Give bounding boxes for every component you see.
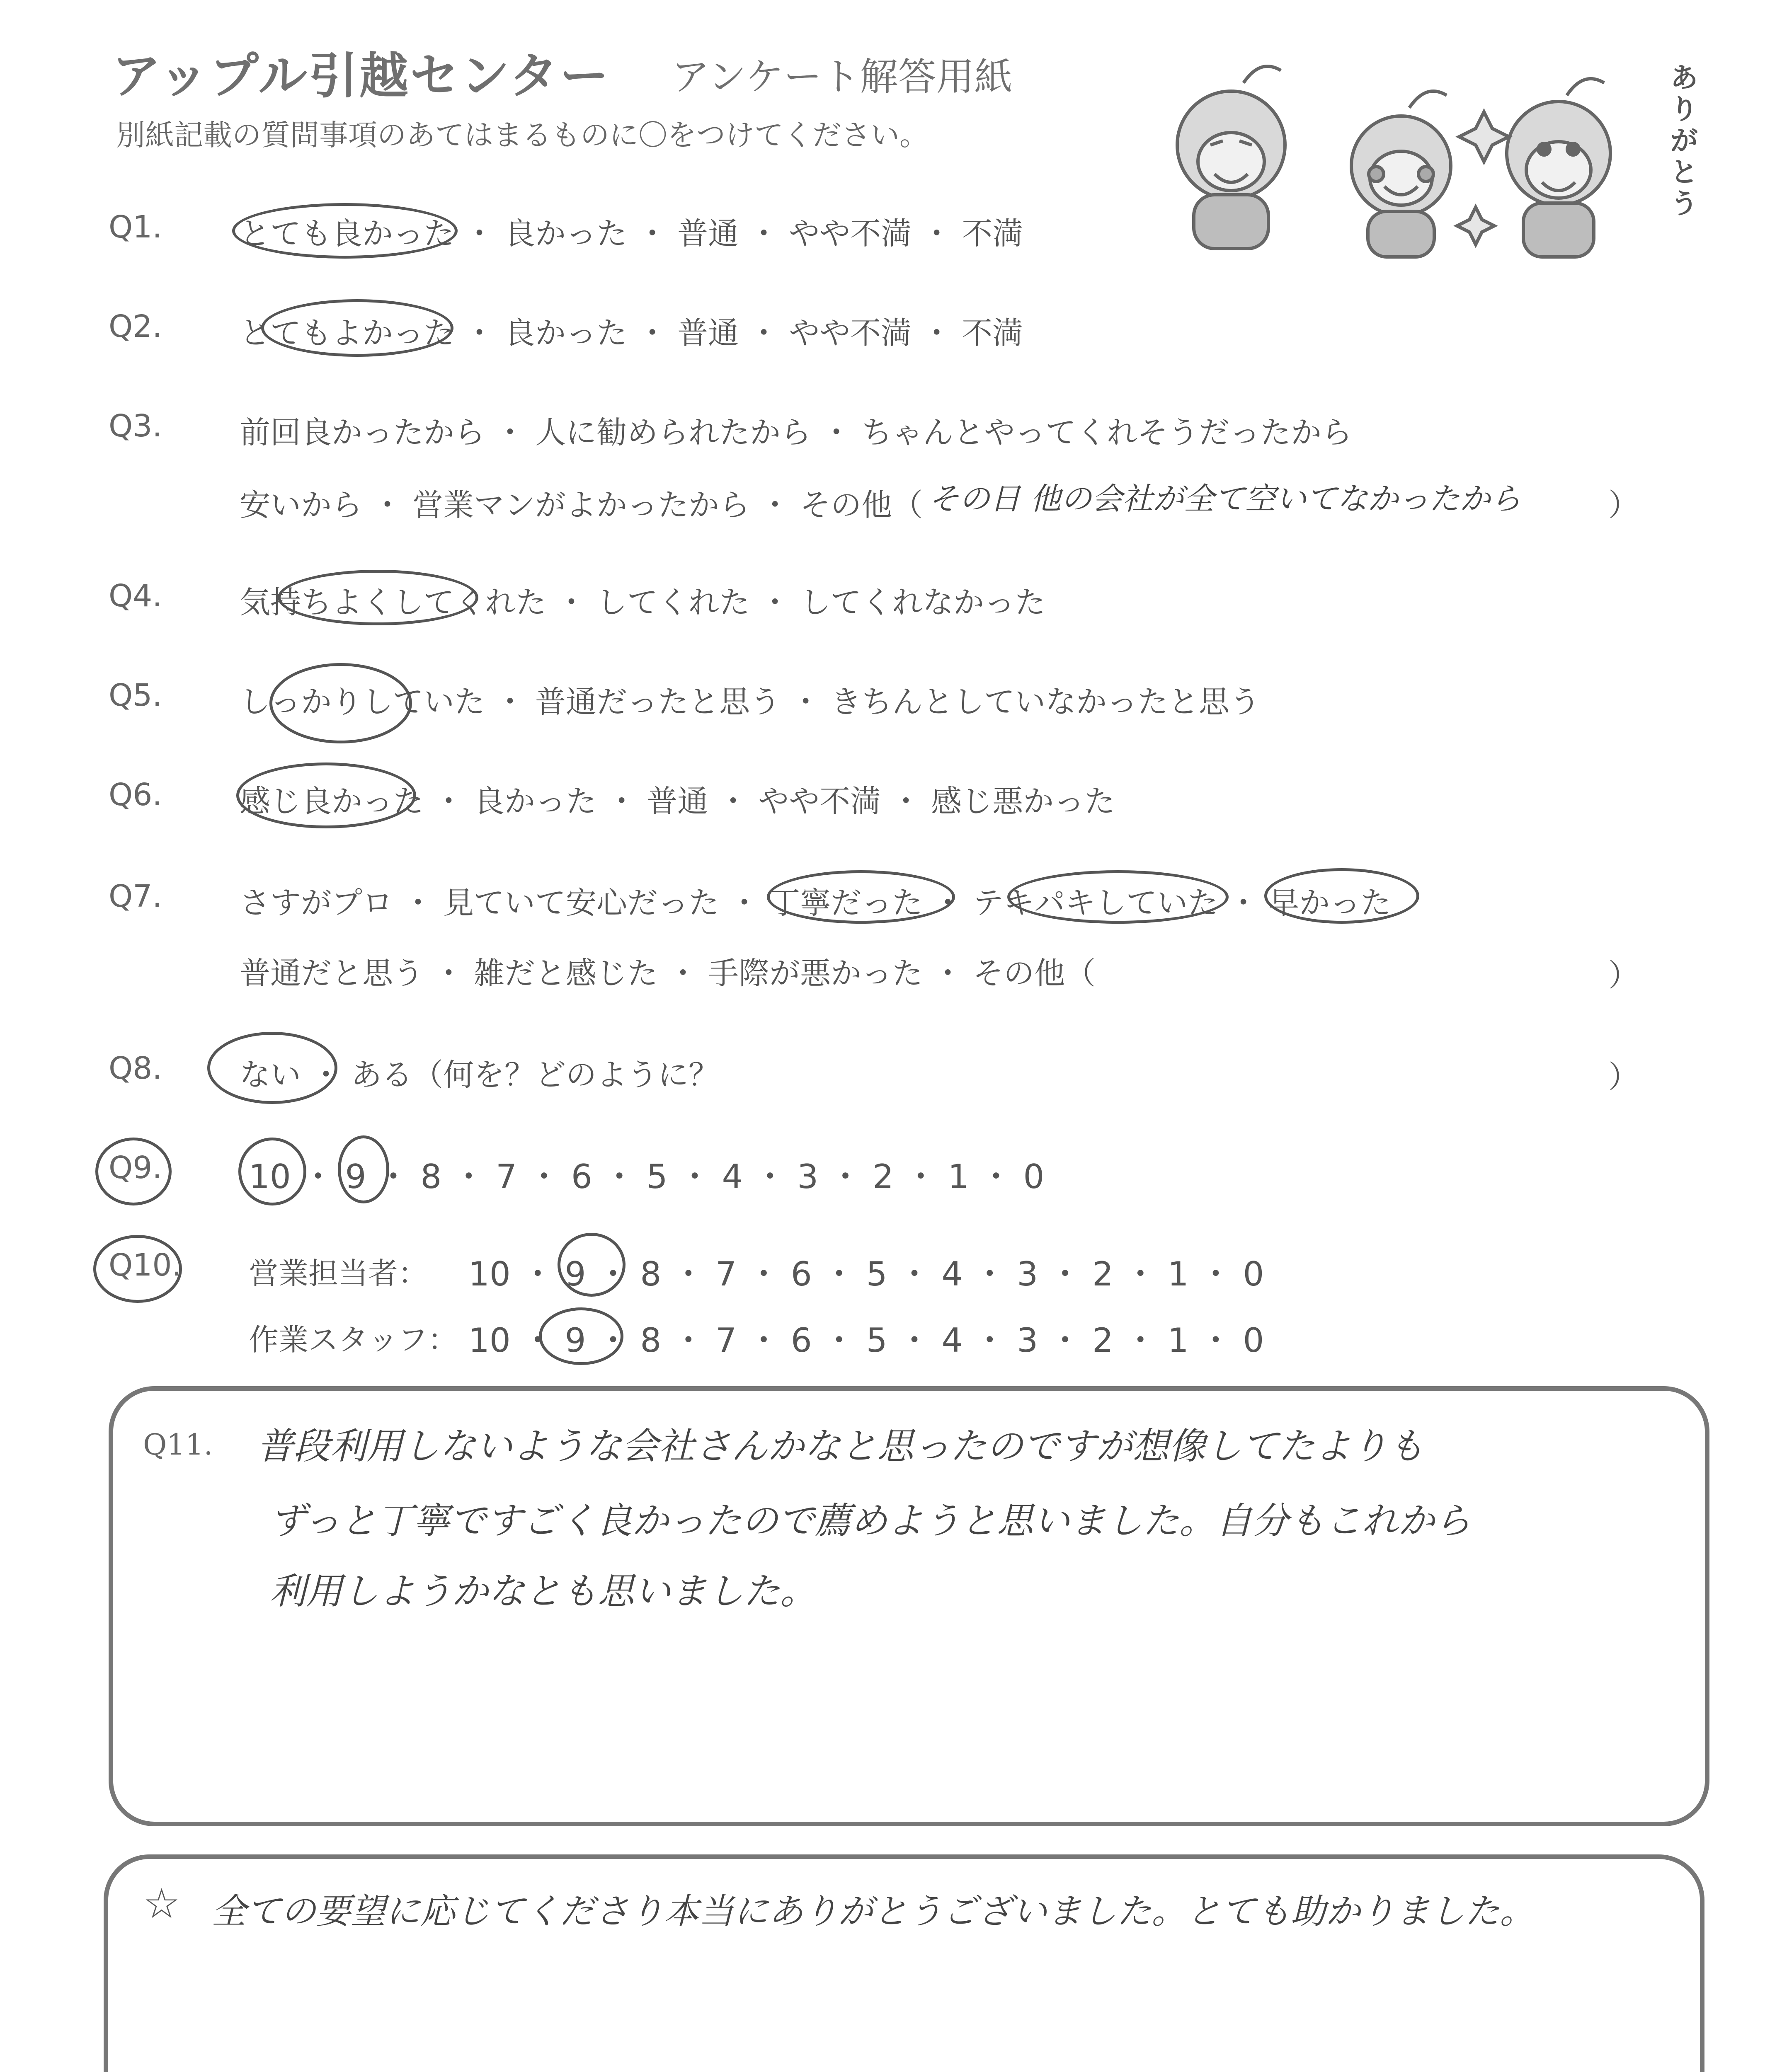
q4-label: Q4. [109,578,162,614]
q5-answer-circle [269,663,412,743]
q6-label: Q6. [109,777,162,813]
q11-line-2: ずっと丁寧ですごく良かったので薦めようと思いました。自分もこれから [269,1499,1471,1542]
q10-staff-circle [539,1307,623,1365]
q1-label: Q1. [109,209,162,245]
q9-label-circle [95,1138,172,1205]
q5-label: Q5. [109,678,162,713]
q7-label: Q7. [109,879,162,914]
q3-options-line2: 安いから ・ 営業マンがよかったから ・ その他（ [240,487,923,523]
q6-answer-circle [236,762,416,828]
q8-options: ない ・ ある（何を？どのように？ [240,1057,720,1093]
q8-answer-circle [207,1032,337,1104]
q7-circle-brisk [1007,870,1229,924]
q7-circle-polite [767,870,955,924]
q8-label: Q8. [109,1051,162,1086]
q10-label-circle [93,1235,182,1303]
q10-sales-scale: 10 ・ 9 ・ 8 ・ 7 ・ 6 ・ 5 ・ 4 ・ 3 ・ 2 ・ 1 ・ 0 [468,1255,1264,1293]
q6-options: 感じ良かった ・ 良かった ・ 普通 ・ やや不満 ・ 感じ悪かった [240,784,1115,819]
q7-options-line2: 普通だと思う ・ 雑だと感じた ・ 手際が悪かった ・ その他（ [240,956,1096,991]
q1-options: とても良かった ・ 良かった ・ 普通 ・ やや不満 ・ 不満 [240,216,1023,252]
form-instruction: 別紙記載の質問事項のあてはまるものに〇をつけてください。 [116,118,929,152]
q3-label: Q3. [109,408,162,444]
q9-circle-10 [238,1138,306,1205]
q10-sales-circle [558,1233,626,1297]
thanks-text: ありがとう [1670,62,1698,220]
q3-close-paren: ） [1608,487,1639,523]
q3-handwritten-note: その日 他の会社が全て空いてなかったから [929,481,1521,517]
comment-star-icon: ☆ [143,1879,180,1928]
q7-close-paren: ） [1608,958,1639,993]
mascot-illustration [1119,50,1700,265]
q10-staff-scale: 10 ・ 9 ・ 8 ・ 7 ・ 6 ・ 5 ・ 4 ・ 3 ・ 2 ・ 1 ・ 0 [468,1321,1264,1360]
q11-line-3: 利用しようかなとも思いました。 [269,1570,817,1612]
q2-options: とてもよかった ・ 良かった ・ 普通 ・ やや不満 ・ 不満 [240,315,1023,351]
comment-text: 全ての要望に応じてくださり本当にありがとうございました。とても助かりました。 [211,1891,1535,1932]
q10-staff-name: 作業スタッフ： [249,1322,458,1357]
q11-line-1: 普段利用しないような会社さんかなと思ったのですが想像してたよりも [257,1425,1425,1467]
q4-options: 気持ちよくしてくれた ・ してくれた ・ してくれなかった [240,585,1046,620]
q10-sales-name: 営業担当者： [249,1256,428,1291]
q2-label: Q2. [109,309,162,344]
q1-answer-circle [232,203,458,259]
form-title: アップル引越センター [112,47,611,104]
q5-options: しっかりしていた ・ 普通だったと思う ・ きちんとしていなかったと思う [240,684,1261,720]
q8-close-paren: ） [1608,1059,1639,1095]
q10-label: Q10. [109,1247,182,1283]
q7-circle-fast [1264,868,1419,924]
q2-answer-circle [261,299,453,357]
q3-options-line1: 前回良かったから ・ 人に勧められたから ・ ちゃんとやってくれそうだったから [240,415,1353,450]
q7-options-line1: さすがプロ ・ 見ていて安心だった ・ 丁寧だった ・ テキパキしていた ・ 早かった [240,885,1392,921]
form-subtitle: アンケート解答用紙 [672,55,1013,99]
q9-label: Q9. [109,1150,162,1186]
q11-label: Q11. [143,1428,213,1462]
q9-scale: 10 ・ 9 ・ 8 ・ 7 ・ 6 ・ 5 ・ 4 ・ 3 ・ 2 ・ 1 ・ 0 [249,1157,1045,1196]
q9-circle-9 [338,1135,389,1203]
q4-answer-circle [278,570,478,625]
